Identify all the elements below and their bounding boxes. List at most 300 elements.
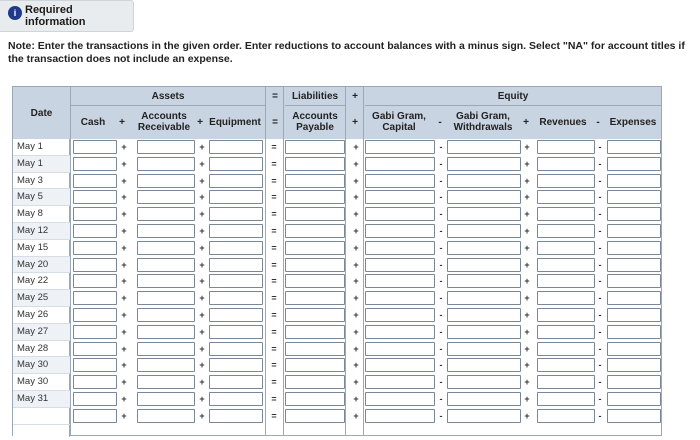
operator-sign: - [439,293,443,304]
operator-sign: + [121,410,127,421]
required-information-label: Required information [25,4,86,28]
capital-input[interactable] [365,392,435,406]
operator-sign: - [439,226,443,236]
capital-input[interactable] [365,224,435,238]
accounts-receivable-input[interactable] [137,308,195,322]
operator-sign: + [121,394,127,404]
liabilities-underline [285,105,345,106]
accounts-receivable-input[interactable] [137,140,195,154]
expenses-input[interactable] [607,207,661,221]
operator-sign: + [121,343,127,354]
date-cell: May 25 [13,290,70,307]
operator-sign: + [199,410,205,421]
withdrawals-input[interactable] [447,409,521,423]
equipment-input[interactable] [209,308,263,322]
capital-input[interactable] [365,325,435,339]
equipment-input[interactable] [209,258,263,272]
operator-sign: = [271,360,277,371]
operator-sign: + [199,394,205,404]
capital-input[interactable] [365,174,435,188]
accounts-payable-input[interactable] [285,409,345,423]
withdrawals-input[interactable] [447,174,521,188]
operator-sign: = [271,209,277,220]
cash-input[interactable] [73,207,117,221]
cash-input[interactable] [73,325,117,339]
expenses-input[interactable] [607,392,661,406]
operator-sign: + [353,226,359,236]
operator-sign: + [524,326,530,337]
operator-sign: + [524,360,530,371]
operator-sign: + [199,276,205,287]
operator-sign: + [524,276,530,287]
equity-underline [365,105,661,106]
operator-sign: + [121,259,127,270]
info-icon: i [8,6,22,20]
date-cell: May 30 [13,374,70,391]
revenues-input[interactable] [537,308,595,322]
accounts-receivable-input[interactable] [137,207,195,221]
withdrawals-input[interactable] [447,207,521,221]
operator-sign: - [439,377,443,388]
expenses-input[interactable] [607,258,661,272]
accounts-payable-input[interactable] [285,258,345,272]
revenues-input[interactable] [537,157,595,171]
operator-sign: - [598,175,602,186]
header-plus-sign: + [352,90,358,102]
equipment-input[interactable] [209,207,263,221]
withdrawals-input[interactable] [447,274,521,288]
operator-sign: - [598,158,602,169]
capital-input[interactable] [365,291,435,305]
accounts-receivable-input[interactable] [137,342,195,356]
operator-sign: - [598,360,602,371]
date-cell: May 8 [13,206,70,223]
required-information-header[interactable] [0,0,134,32]
withdrawals-input[interactable] [447,308,521,322]
operator-sign: = [271,293,277,304]
operator-sign: + [524,310,530,320]
accounts-payable-input[interactable] [285,140,345,154]
equipment-input[interactable] [209,190,263,204]
withdrawals-input[interactable] [447,157,521,171]
cash-input[interactable] [73,291,117,305]
operator-sign: + [121,142,127,152]
expenses-input[interactable] [607,174,661,188]
accounts-receivable-input[interactable] [137,291,195,305]
revenues-input[interactable] [537,258,595,272]
expenses-input[interactable] [607,224,661,238]
operator-sign: + [524,377,530,388]
accounts-payable-input[interactable] [285,342,345,356]
accounts-payable-input[interactable] [285,308,345,322]
operator-sign: + [353,310,359,320]
operator-sign: + [353,293,359,304]
operator-sign: + [121,226,127,236]
withdrawals-input[interactable] [447,140,521,154]
operator-sign: = [271,175,277,186]
cash-input[interactable] [73,409,117,423]
operator-sign: - [598,326,602,337]
operator-sign: + [199,175,205,186]
expenses-input[interactable] [607,291,661,305]
equipment-input[interactable] [209,241,263,255]
operator-sign: = [271,226,277,236]
col-expenses: Expenses [609,116,657,128]
capital-input[interactable] [365,241,435,255]
operator-sign: - [439,276,443,287]
equipment-input[interactable] [209,375,263,389]
accounting-equation-table [12,86,662,436]
operator-sign: - [439,259,443,270]
operator-sign: - [598,142,602,152]
operator-sign: - [439,242,443,253]
group-liabilities: Liabilities [291,90,339,102]
withdrawals-input[interactable] [447,224,521,238]
date-cell [13,408,70,425]
operator-sign: = [271,394,277,404]
operator-sign: - [439,209,443,220]
operator-sign: + [353,276,359,287]
operator-sign: + [353,410,359,421]
operator-sign: = [271,259,277,270]
operator-sign: - [439,410,443,421]
revenues-input[interactable] [537,392,595,406]
accounts-receivable-input[interactable] [137,358,195,372]
operator-sign: - [598,310,602,320]
operator-sign: - [598,343,602,354]
cash-input[interactable] [73,375,117,389]
equipment-input[interactable] [209,174,263,188]
operator-sign: + [524,259,530,270]
operator-sign: + [199,158,205,169]
operator-sign: + [199,310,205,320]
operator-sign: - [439,142,443,152]
operator-sign: + [524,343,530,354]
cash-input[interactable] [73,190,117,204]
expenses-input[interactable] [607,409,661,423]
date-cell: May 3 [13,173,70,190]
accounts-payable-input[interactable] [285,358,345,372]
operator-sign: + [199,377,205,388]
withdrawals-input[interactable] [447,392,521,406]
operator-sign: - [439,326,443,337]
date-cell: May 31 [13,391,70,408]
operator-sign: + [353,343,359,354]
cash-input[interactable] [73,241,117,255]
expenses-input[interactable] [607,274,661,288]
accounts-payable-input[interactable] [285,241,345,255]
capital-input[interactable] [365,274,435,288]
cash-input[interactable] [73,308,117,322]
accounts-receivable-input[interactable] [137,409,195,423]
operator-sign: + [199,259,205,270]
date-cell: May 28 [13,341,70,358]
operator-sign: = [271,343,277,354]
accounts-receivable-input[interactable] [137,241,195,255]
col-divider [345,87,346,435]
revenues-input[interactable] [537,274,595,288]
col-divider [70,87,71,435]
operator-sign: = [271,410,277,421]
withdrawals-input[interactable] [447,241,521,255]
operator-sign: + [121,158,127,169]
accounts-receivable-input[interactable] [137,258,195,272]
revenues-input[interactable] [537,207,595,221]
assets-underline [70,105,265,106]
equipment-input[interactable] [209,342,263,356]
date-cell: May 30 [13,357,70,374]
cash-input[interactable] [73,258,117,272]
col-revenues: Revenues [539,116,587,128]
operator-sign: + [524,226,530,236]
accounts-payable-input[interactable] [285,157,345,171]
operator-sign: + [524,142,530,152]
capital-input[interactable] [365,157,435,171]
operator-sign: + [121,175,127,186]
operator-sign: + [199,242,205,253]
expenses-input[interactable] [607,342,661,356]
equipment-input[interactable] [209,140,263,154]
capital-input[interactable] [365,207,435,221]
revenues-input[interactable] [537,224,595,238]
equipment-input[interactable] [209,157,263,171]
capital-input[interactable] [365,358,435,372]
date-cell: May 1 [13,156,70,173]
capital-input[interactable] [365,342,435,356]
operator-sign: + [353,192,359,203]
date-cell: May 12 [13,223,70,240]
operator-sign: + [121,310,127,320]
operator-sign: - [598,276,602,287]
expenses-input[interactable] [607,241,661,255]
operator-sign: + [353,158,359,169]
header-equals-sign: = [272,90,278,102]
accounts-receivable-input[interactable] [137,274,195,288]
operator-sign: + [199,209,205,220]
operator-sign: + [524,410,530,421]
operator-sign: + [524,175,530,186]
withdrawals-input[interactable] [447,342,521,356]
operator-sign: + [353,242,359,253]
accounts-receivable-input[interactable] [137,375,195,389]
date-cell: May 1 [13,139,70,156]
date-cell: May 26 [13,307,70,324]
revenues-input[interactable] [537,375,595,389]
operator-sign: + [199,326,205,337]
equipment-input[interactable] [209,291,263,305]
expenses-input[interactable] [607,358,661,372]
operator-sign: + [353,394,359,404]
operator-sign: + [524,158,530,169]
expenses-input[interactable] [607,308,661,322]
accounts-receivable-input[interactable] [137,392,195,406]
col-withdrawals: Gabi Gram, Withdrawals [453,111,513,133]
accounts-payable-input[interactable] [285,325,345,339]
accounts-receivable-input[interactable] [137,174,195,188]
operator-sign: + [353,142,359,152]
operator-sign: - [598,242,602,253]
accounts-receivable-input[interactable] [137,325,195,339]
cash-input[interactable] [73,358,117,372]
capital-input[interactable] [365,308,435,322]
expenses-input[interactable] [607,140,661,154]
header-op: = [272,116,278,128]
accounts-payable-input[interactable] [285,174,345,188]
operator-sign: + [121,209,127,220]
withdrawals-input[interactable] [447,358,521,372]
operator-sign: = [271,326,277,337]
operator-sign: - [439,310,443,320]
operator-sign: + [121,293,127,304]
operator-sign: + [524,293,530,304]
operator-sign: - [439,175,443,186]
revenues-input[interactable] [537,325,595,339]
accounts-payable-input[interactable] [285,291,345,305]
withdrawals-input[interactable] [447,291,521,305]
col-accounts-payable: Accounts Payable [292,111,338,133]
operator-sign: - [598,259,602,270]
header-op: + [119,116,125,128]
capital-input[interactable] [365,190,435,204]
group-equity: Equity [497,90,529,102]
equipment-input[interactable] [209,274,263,288]
operator-sign: + [524,394,530,404]
date-cell: May 15 [13,240,70,257]
accounts-payable-input[interactable] [285,375,345,389]
operator-sign: - [598,226,602,236]
expenses-input[interactable] [607,190,661,204]
revenues-input[interactable] [537,291,595,305]
date-cell: May 22 [13,273,70,290]
operator-sign: + [353,259,359,270]
accounts-receivable-input[interactable] [137,190,195,204]
operator-sign: + [199,226,205,236]
operator-sign: + [353,209,359,220]
accounts-payable-input[interactable] [285,224,345,238]
operator-sign: = [271,142,277,152]
capital-input[interactable] [365,409,435,423]
cash-input[interactable] [73,140,117,154]
operator-sign: + [121,377,127,388]
withdrawals-input[interactable] [447,190,521,204]
revenues-input[interactable] [537,174,595,188]
operator-sign: = [271,158,277,169]
operator-sign: + [353,175,359,186]
revenues-input[interactable] [537,409,595,423]
cash-input[interactable] [73,174,117,188]
equipment-input[interactable] [209,224,263,238]
col-equipment: Equipment [209,116,261,128]
header-op: + [197,116,203,128]
expenses-input[interactable] [607,157,661,171]
operator-sign: + [353,326,359,337]
revenues-input[interactable] [537,358,595,372]
equipment-input[interactable] [209,358,263,372]
expenses-input[interactable] [607,325,661,339]
operator-sign: - [598,394,602,404]
col-accounts-receivable: Accounts Receivable [137,111,191,133]
instruction-note: Note: Enter the transactions in the given order. Enter reductions to account balances with a minus sign. Select "NA" for account titles if the transaction does not include an expense. [8,40,685,65]
equipment-input[interactable] [209,392,263,406]
accounts-payable-input[interactable] [285,190,345,204]
operator-sign: + [353,360,359,371]
cash-input[interactable] [73,342,117,356]
withdrawals-input[interactable] [447,325,521,339]
header-op: + [523,116,529,128]
equipment-input[interactable] [209,409,263,423]
accounts-receivable-input[interactable] [137,224,195,238]
operator-sign: + [524,192,530,203]
operator-sign: + [199,142,205,152]
revenues-input[interactable] [537,190,595,204]
col-capital: Gabi Gram, Capital [372,111,426,133]
operator-sign: + [121,242,127,253]
operator-sign: - [598,209,602,220]
accounts-payable-input[interactable] [285,274,345,288]
operator-sign: + [199,192,205,203]
revenues-input[interactable] [537,140,595,154]
withdrawals-input[interactable] [447,375,521,389]
revenues-input[interactable] [537,241,595,255]
withdrawals-input[interactable] [447,258,521,272]
col-cash: Cash [80,116,106,128]
col-date: Date [30,107,53,119]
operator-sign: + [199,360,205,371]
operator-sign: - [598,293,602,304]
operator-sign: - [439,360,443,371]
operator-sign: - [598,410,602,421]
operator-sign: + [121,192,127,203]
operator-sign: + [353,377,359,388]
accounts-receivable-input[interactable] [137,157,195,171]
operator-sign: + [121,276,127,287]
revenues-input[interactable] [537,342,595,356]
operator-sign: + [199,293,205,304]
operator-sign: = [271,192,277,203]
operator-sign: = [271,377,277,388]
capital-input[interactable] [365,258,435,272]
header-op: + [352,116,358,128]
capital-input[interactable] [365,140,435,154]
date-cell: May 5 [13,189,70,206]
operator-sign: - [439,192,443,203]
capital-input[interactable] [365,375,435,389]
col-divider [363,87,364,435]
operator-sign: = [271,310,277,320]
equipment-input[interactable] [209,325,263,339]
operator-sign: - [439,394,443,404]
cash-input[interactable] [73,274,117,288]
col-divider [283,87,284,435]
operator-sign: - [439,158,443,169]
expenses-input[interactable] [607,375,661,389]
cash-input[interactable] [73,392,117,406]
accounts-payable-input[interactable] [285,392,345,406]
cash-input[interactable] [73,157,117,171]
accounts-payable-input[interactable] [285,207,345,221]
operator-sign: - [598,192,602,203]
date-cell: May 27 [13,324,70,341]
date-column [13,139,70,437]
col-divider [265,87,266,435]
operator-sign: + [199,343,205,354]
group-assets: Assets [151,90,185,102]
cash-input[interactable] [73,224,117,238]
operator-sign: = [271,242,277,253]
header-op: - [596,116,600,128]
operator-sign: - [598,377,602,388]
header-op: - [438,116,442,128]
